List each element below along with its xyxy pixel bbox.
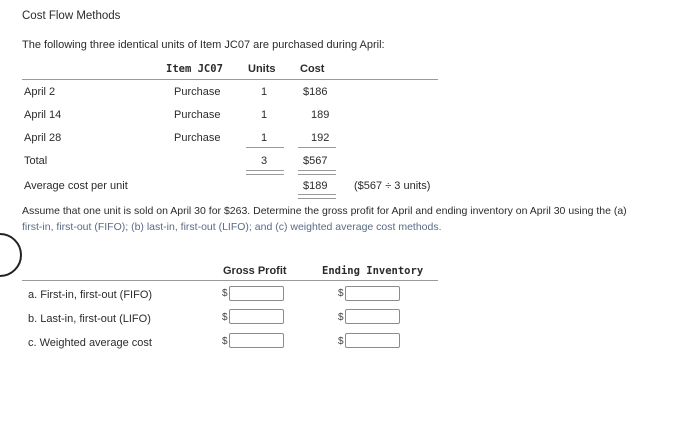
cost-total-double-rule bbox=[298, 170, 336, 175]
cost-subtotal-rule bbox=[298, 147, 336, 148]
row-desc: Purchase bbox=[174, 132, 221, 144]
answer-label: b. Last-in, first-out (LIFO) bbox=[28, 313, 151, 325]
total-units: 3 bbox=[261, 155, 268, 167]
header-ending-inventory: Ending Inventory bbox=[322, 265, 424, 277]
fifo-gross-profit-input[interactable] bbox=[229, 286, 284, 301]
question-text-continued: first-in, first-out (FIFO); (b) last-in, first-out (LIFO); and (c) weighted average cost methods. bbox=[22, 221, 442, 233]
weighted-average-gross-profit-input[interactable] bbox=[229, 333, 284, 348]
row-desc: Purchase bbox=[174, 109, 221, 121]
step-indicator bbox=[0, 233, 22, 277]
total-label: Total bbox=[24, 155, 48, 167]
row-date: April 28 bbox=[24, 132, 62, 144]
fifo-ending-inventory-input[interactable] bbox=[345, 286, 400, 301]
lifo-ending-inventory-input[interactable] bbox=[345, 309, 400, 324]
answer-header-rule bbox=[22, 280, 438, 281]
header-item: Item JC07 bbox=[166, 63, 223, 75]
average-label: Average cost per unit bbox=[24, 180, 128, 192]
currency-symbol: $ bbox=[222, 312, 228, 323]
header-units: Units bbox=[248, 63, 276, 75]
row-cost: 192 bbox=[311, 132, 330, 144]
question-text: Assume that one unit is sold on April 30 for $263. Determine the gross profit for April and ending inventory on April 30 using the (a) bbox=[22, 205, 627, 217]
row-date: April 14 bbox=[24, 109, 62, 121]
page-title: Cost Flow Methods bbox=[22, 10, 121, 22]
weighted-average-ending-inventory-input[interactable] bbox=[345, 333, 400, 348]
row-cost: 189 bbox=[311, 109, 330, 121]
average-cost: $189 bbox=[303, 180, 328, 192]
row-units: 1 bbox=[261, 132, 268, 144]
total-cost: $567 bbox=[303, 155, 328, 167]
average-double-rule bbox=[298, 194, 336, 199]
row-desc: Purchase bbox=[174, 86, 221, 98]
table-header-rule bbox=[22, 79, 438, 80]
lifo-gross-profit-input[interactable] bbox=[229, 309, 284, 324]
average-note: ($567 ÷ 3 units) bbox=[354, 180, 431, 192]
row-units: 1 bbox=[261, 109, 268, 121]
units-subtotal-rule bbox=[246, 147, 284, 148]
currency-symbol: $ bbox=[338, 288, 344, 299]
answer-label: a. First-in, first-out (FIFO) bbox=[28, 289, 153, 301]
intro-text: The following three identical units of Item JC07 are purchased during April: bbox=[22, 39, 385, 51]
currency-symbol: $ bbox=[222, 336, 228, 347]
currency-symbol: $ bbox=[222, 288, 228, 299]
row-date: April 2 bbox=[24, 86, 56, 98]
header-gross-profit: Gross Profit bbox=[223, 265, 287, 277]
currency-symbol: $ bbox=[338, 336, 344, 347]
row-cost: $186 bbox=[303, 86, 328, 98]
units-total-double-rule bbox=[246, 170, 284, 175]
header-cost: Cost bbox=[300, 63, 325, 75]
currency-symbol: $ bbox=[338, 312, 344, 323]
answer-label: c. Weighted average cost bbox=[28, 337, 152, 349]
row-units: 1 bbox=[261, 86, 268, 98]
